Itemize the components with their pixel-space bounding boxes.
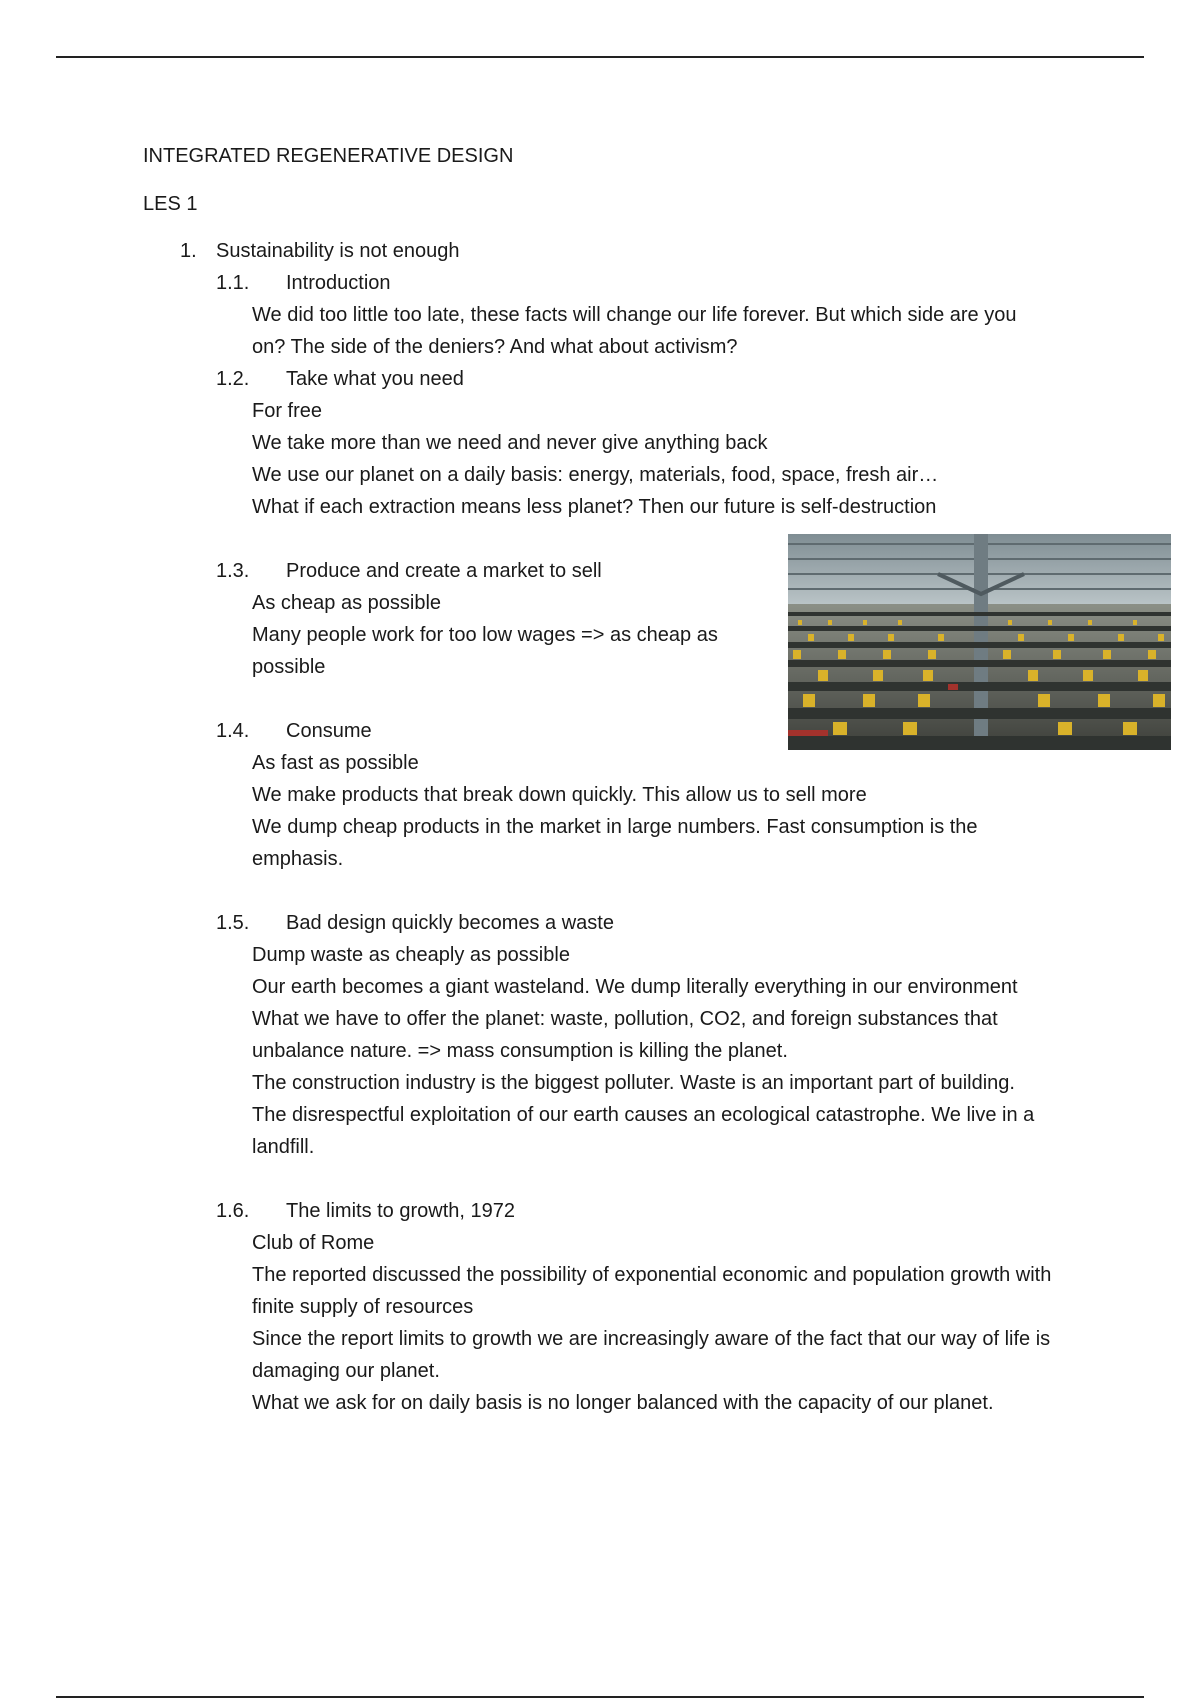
section-number: 1.1. [216, 272, 250, 294]
document-title: INTEGRATED REGENERATIVE DESIGN [143, 145, 514, 167]
paragraph: We make products that break down quickly. This allow us to sell more [252, 784, 867, 806]
section-body [216, 939, 1052, 1163]
section-title: The limits to growth, 1972 [286, 1200, 515, 1222]
section-heading [216, 907, 1073, 939]
section-1-6 [180, 1195, 1073, 1419]
paragraph: For free [252, 400, 323, 422]
paragraph: Club of Rome [252, 1232, 375, 1254]
section-title: Consume [286, 720, 372, 742]
top-rule [56, 56, 1144, 58]
chapter-number: 1. [180, 240, 197, 262]
section-1-5 [180, 907, 1073, 1163]
section-1-2 [180, 363, 1073, 523]
paragraph: Many people work for too low wages => as cheap as possible [252, 624, 718, 678]
section-number: 1.5. [216, 912, 250, 934]
factory-floor-photo [788, 534, 1171, 750]
paragraph: We did too little too late, these facts will change our life forever. But which side are you on? The side of the deniers? And what about activism? [252, 304, 1017, 358]
paragraph: What we have to offer the planet: waste, pollution, CO2, and foreign substances that unbalance nature. => mass consumption is killing the planet. [252, 1008, 998, 1062]
section-body [216, 395, 1052, 523]
section-body [216, 299, 1052, 363]
section-1-1 [180, 267, 1073, 363]
factory-photo-illustration [788, 534, 1171, 750]
paragraph: The disrespectful exploitation of our earth causes an ecological catastrophe. We live in a landfill. [252, 1104, 1035, 1158]
section-number: 1.3. [216, 560, 250, 582]
paragraph: What if each extraction means less planet? Then our future is self-destruction [252, 496, 937, 518]
bottom-rule [56, 1696, 1144, 1698]
paragraph: What we ask for on daily basis is no longer balanced with the capacity of our planet. [252, 1392, 994, 1414]
paragraph: As fast as possible [252, 752, 419, 774]
document-page [143, 140, 1073, 1419]
paragraph: Our earth becomes a giant wasteland. We dump literally everything in our environment [252, 976, 1018, 998]
section-heading [216, 267, 1073, 299]
section-number: 1.6. [216, 1200, 250, 1222]
paragraph: We dump cheap products in the market in large numbers. Fast consumption is the emphasis. [252, 816, 978, 870]
section-title: Bad design quickly becomes a waste [286, 912, 614, 934]
paragraph: Since the report limits to growth we are increasingly aware of the fact that our way of life is damaging our planet. [252, 1328, 1051, 1382]
section-title: Take what you need [286, 368, 464, 390]
paragraph: We take more than we need and never give anything back [252, 432, 768, 454]
paragraph: As cheap as possible [252, 592, 442, 614]
chapter-title: Sustainability is not enough [216, 240, 460, 262]
section-title: Introduction [286, 272, 391, 294]
lesson-label: LES 1 [143, 193, 198, 215]
chapter-heading [180, 235, 1073, 267]
paragraph: The construction industry is the biggest polluter. Waste is an important part of building. [252, 1072, 1015, 1094]
section-body [216, 1227, 1052, 1419]
paragraph: We use our planet on a daily basis: energy, materials, food, space, fresh air… [252, 464, 939, 486]
section-number: 1.2. [216, 368, 250, 390]
section-body [216, 587, 772, 683]
section-heading [216, 363, 1073, 395]
section-title: Produce and create a market to sell [286, 560, 602, 582]
section-heading [216, 1195, 1073, 1227]
section-body [216, 747, 1052, 875]
section-number: 1.4. [216, 720, 250, 742]
chapter-1 [143, 235, 1073, 1419]
paragraph: The reported discussed the possibility of exponential economic and population growth with finite supply of resources [252, 1264, 1052, 1318]
paragraph: Dump waste as cheaply as possible [252, 944, 570, 966]
